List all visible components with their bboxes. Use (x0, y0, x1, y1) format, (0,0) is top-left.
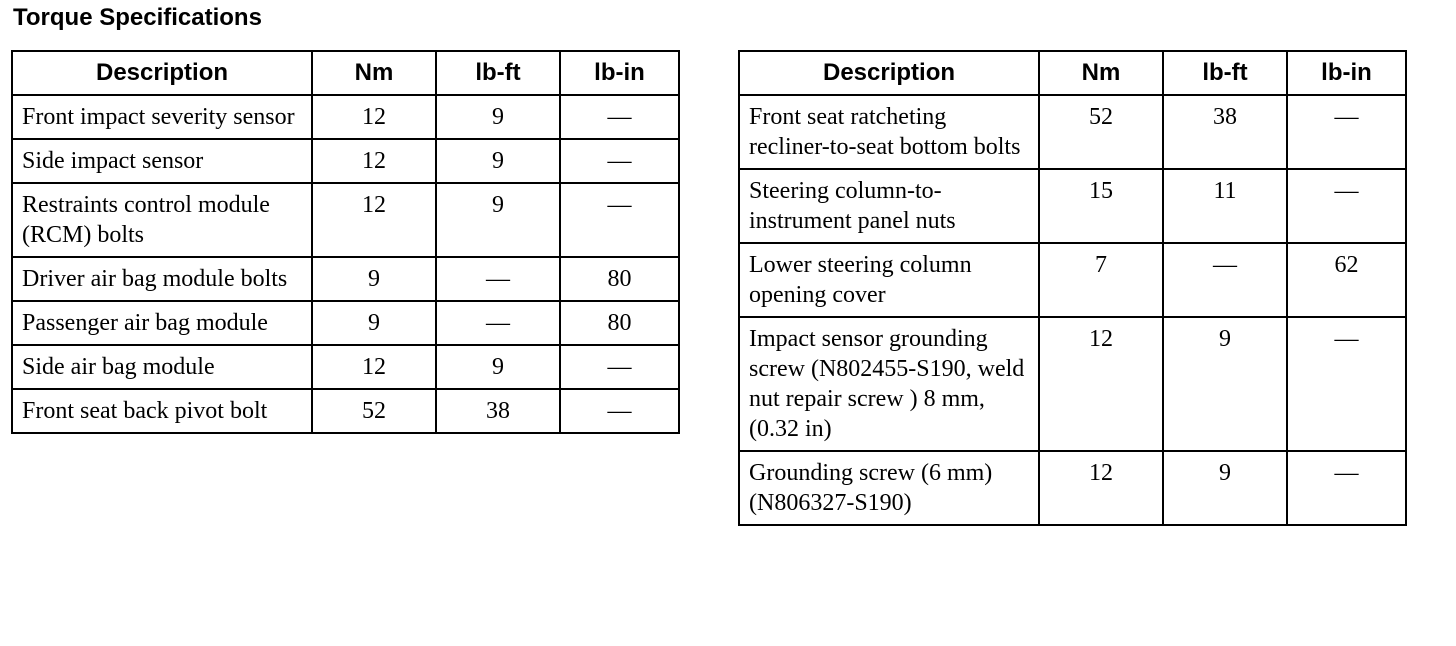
lb-in-cell: — (560, 183, 679, 257)
table-row (12, 183, 679, 257)
lb-in-cell: — (560, 139, 679, 183)
description-cell: Side impact sensor (12, 139, 312, 183)
description-cell: Front impact severity sensor (12, 95, 312, 139)
description-cell: Passenger air bag module (12, 301, 312, 345)
table-row (739, 95, 1406, 169)
description-cell: Impact sensor grounding screw (N802455-S190, weld nut repair screw ) 8 mm, (0.32 in) (739, 317, 1039, 451)
lb-in-cell: 80 (560, 257, 679, 301)
table-row (739, 451, 1406, 525)
lb-ft-cell: 38 (1163, 95, 1287, 169)
nm-cell: 12 (312, 95, 436, 139)
column-header-description: Description (12, 51, 312, 95)
lb-ft-cell: — (436, 257, 560, 301)
lb-ft-cell: 9 (1163, 451, 1287, 525)
table-row (739, 243, 1406, 317)
nm-cell: 7 (1039, 243, 1163, 317)
table-row (12, 345, 679, 389)
page-title: Torque Specifications (13, 4, 262, 31)
description-cell: Side air bag module (12, 345, 312, 389)
lb-ft-cell: — (1163, 243, 1287, 317)
header-row (739, 51, 1406, 95)
torque-table-right (738, 50, 1407, 526)
column-header-description: Description (739, 51, 1039, 95)
description-cell: Restraints control module (RCM) bolts (12, 183, 312, 257)
lb-in-cell: 62 (1287, 243, 1406, 317)
column-header-nm: Nm (1039, 51, 1163, 95)
column-header-lb-ft: lb-ft (1163, 51, 1287, 95)
lb-in-cell: — (560, 389, 679, 433)
table-row (739, 169, 1406, 243)
lb-in-cell: — (560, 345, 679, 389)
lb-in-cell: — (1287, 317, 1406, 451)
header-row (12, 51, 679, 95)
lb-ft-cell: 9 (436, 95, 560, 139)
description-cell: Driver air bag module bolts (12, 257, 312, 301)
description-cell: Lower steering column opening cover (739, 243, 1039, 317)
lb-ft-cell: 9 (436, 139, 560, 183)
nm-cell: 9 (312, 301, 436, 345)
table-row (739, 317, 1406, 451)
lb-ft-cell: 9 (436, 183, 560, 257)
table-row (12, 257, 679, 301)
column-header-lb-ft: lb-ft (436, 51, 560, 95)
table-row (12, 139, 679, 183)
table-row (12, 389, 679, 433)
torque-table-left (11, 50, 680, 434)
lb-in-cell: — (1287, 95, 1406, 169)
column-header-nm: Nm (312, 51, 436, 95)
nm-cell: 15 (1039, 169, 1163, 243)
nm-cell: 9 (312, 257, 436, 301)
lb-ft-cell: 38 (436, 389, 560, 433)
lb-in-cell: — (560, 95, 679, 139)
lb-ft-cell: 9 (1163, 317, 1287, 451)
lb-ft-cell: 11 (1163, 169, 1287, 243)
nm-cell: 12 (312, 345, 436, 389)
column-header-lb-in: lb-in (560, 51, 679, 95)
description-cell: Grounding screw (6 mm) (N806327-S190) (739, 451, 1039, 525)
description-cell: Steering column-to-instrument panel nuts (739, 169, 1039, 243)
description-cell: Front seat back pivot bolt (12, 389, 312, 433)
nm-cell: 12 (312, 139, 436, 183)
table-row (12, 95, 679, 139)
lb-in-cell: — (1287, 451, 1406, 525)
nm-cell: 52 (312, 389, 436, 433)
nm-cell: 52 (1039, 95, 1163, 169)
nm-cell: 12 (1039, 317, 1163, 451)
lb-in-cell: — (1287, 169, 1406, 243)
description-cell: Front seat ratcheting recliner-to-seat bottom bolts (739, 95, 1039, 169)
lb-ft-cell: — (436, 301, 560, 345)
table-row (12, 301, 679, 345)
nm-cell: 12 (312, 183, 436, 257)
column-header-lb-in: lb-in (1287, 51, 1406, 95)
lb-in-cell: 80 (560, 301, 679, 345)
nm-cell: 12 (1039, 451, 1163, 525)
lb-ft-cell: 9 (436, 345, 560, 389)
